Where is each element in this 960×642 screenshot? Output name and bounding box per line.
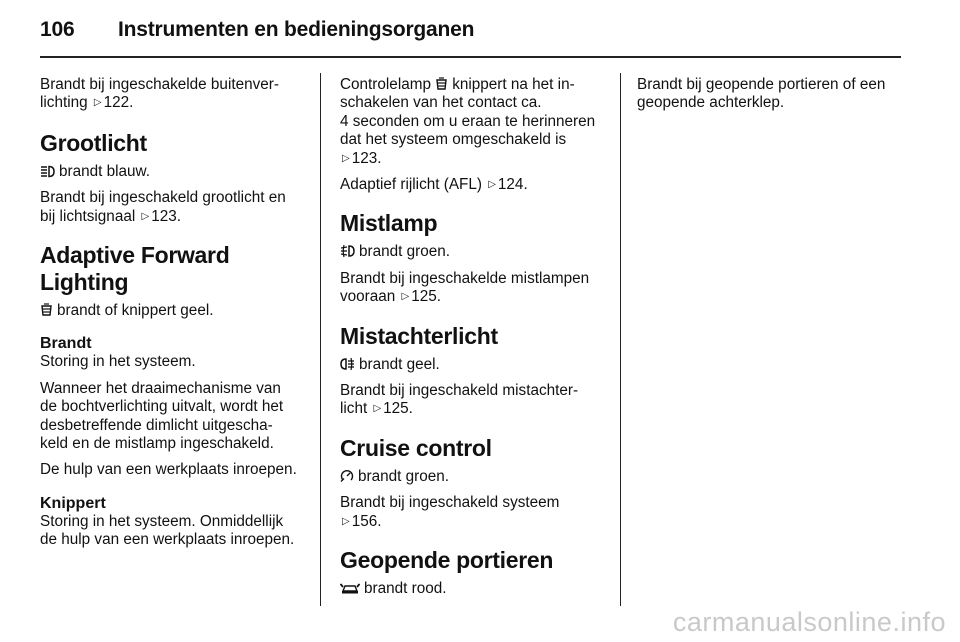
heading-knippert: Knippert xyxy=(40,494,106,512)
rear-fog-icon xyxy=(340,356,355,374)
column-3 xyxy=(637,76,909,121)
ref-arrow-icon: ▷ xyxy=(141,210,150,222)
afl-icon xyxy=(40,302,53,320)
heading-geopende-portieren: Geopende portieren xyxy=(340,547,554,574)
page-reference[interactable]: 125. xyxy=(383,400,413,418)
paragraph: Brandt bij ingeschakeld mistachter- licht ▷ 125. xyxy=(340,382,579,418)
front-fog-icon xyxy=(340,243,355,261)
paragraph: Storing in het systeem. xyxy=(40,353,196,371)
page-reference[interactable]: 125. xyxy=(411,288,442,306)
status-line: brandt of knippert geel. xyxy=(40,302,312,320)
column-divider-1 xyxy=(320,73,321,606)
paragraph: Brandt bij ingeschakelde mistlampen vooraan ▷ 125. xyxy=(340,269,590,306)
ref-arrow-icon: ▷ xyxy=(342,152,350,164)
paragraph: Brandt bij ingeschakeld grootlicht en bij lichtsignaal ▷ 123. xyxy=(40,189,286,225)
door-open-icon xyxy=(340,580,360,598)
paragraph: Wanneer het draaimechanisme van de bochtverlichting uitvalt, wordt het desbetreffende dimlicht uitgescha- keld en de mistlamp ingeschakeld. xyxy=(40,379,284,453)
ref-arrow-icon: ▷ xyxy=(488,179,496,191)
heading-mistlamp: Mistlamp xyxy=(340,210,438,237)
status-line: brandt blauw. xyxy=(40,163,312,181)
heading-afl: Adaptive Forward Lighting xyxy=(40,242,230,296)
ref-arrow-icon: ▷ xyxy=(93,97,102,109)
ref-arrow-icon: ▷ xyxy=(342,515,350,527)
page-header xyxy=(40,18,474,42)
paragraph: Brandt bij geopende portieren of een geopende achterklep. xyxy=(637,76,886,112)
page-reference[interactable]: 123. xyxy=(151,207,181,225)
page-reference[interactable]: 124. xyxy=(497,176,528,194)
paragraph: De hulp van een werkplaats inroepen. xyxy=(40,461,297,479)
paragraph: Brandt bij ingeschakeld systeem ▷ 156. xyxy=(340,494,560,530)
watermark: carmanualsonline.info xyxy=(672,607,946,637)
paragraph: Adaptief rijlicht (AFL) ▷ 124. xyxy=(340,176,528,194)
cruise-control-icon xyxy=(340,468,354,486)
afl-icon xyxy=(435,76,448,94)
page-reference[interactable]: 122. xyxy=(103,94,134,112)
heading-cruise-control: Cruise control xyxy=(340,434,492,461)
heading-mistachterlicht: Mistachterlicht xyxy=(340,322,498,349)
ref-arrow-icon: ▷ xyxy=(401,291,410,303)
page-reference[interactable]: 156. xyxy=(351,512,382,530)
column-2 xyxy=(340,76,612,599)
column-divider-2 xyxy=(620,73,621,606)
page-number: 106 xyxy=(40,18,75,41)
heading-grootlicht: Grootlicht xyxy=(40,129,147,156)
status-line: brandt groen. xyxy=(340,468,612,486)
heading-brandt: Brandt xyxy=(40,335,92,353)
status-line: brandt rood. xyxy=(340,580,612,598)
ref-arrow-icon: ▷ xyxy=(373,403,382,415)
column-1 xyxy=(40,76,312,550)
paragraph: Controlelamp knippert na het in- schakelen van het contact ca. 4 seconden om u eraan te herinneren dat het systeem omgeschakeld is ▷ 123. xyxy=(340,76,596,167)
status-line: brandt geel. xyxy=(340,356,612,374)
header-rule xyxy=(40,56,901,58)
status-line: brandt groen. xyxy=(340,243,612,261)
paragraph: Brandt bij ingeschakelde buitenver- lichting ▷ 122. xyxy=(40,76,279,112)
paragraph: Storing in het systeem. Onmiddellijk de hulp van een werkplaats inroepen. xyxy=(40,512,295,549)
page-title: Instrumenten en bedieningsorganen xyxy=(118,18,475,41)
high-beam-icon xyxy=(40,163,55,181)
page-reference[interactable]: 123. xyxy=(351,149,382,167)
